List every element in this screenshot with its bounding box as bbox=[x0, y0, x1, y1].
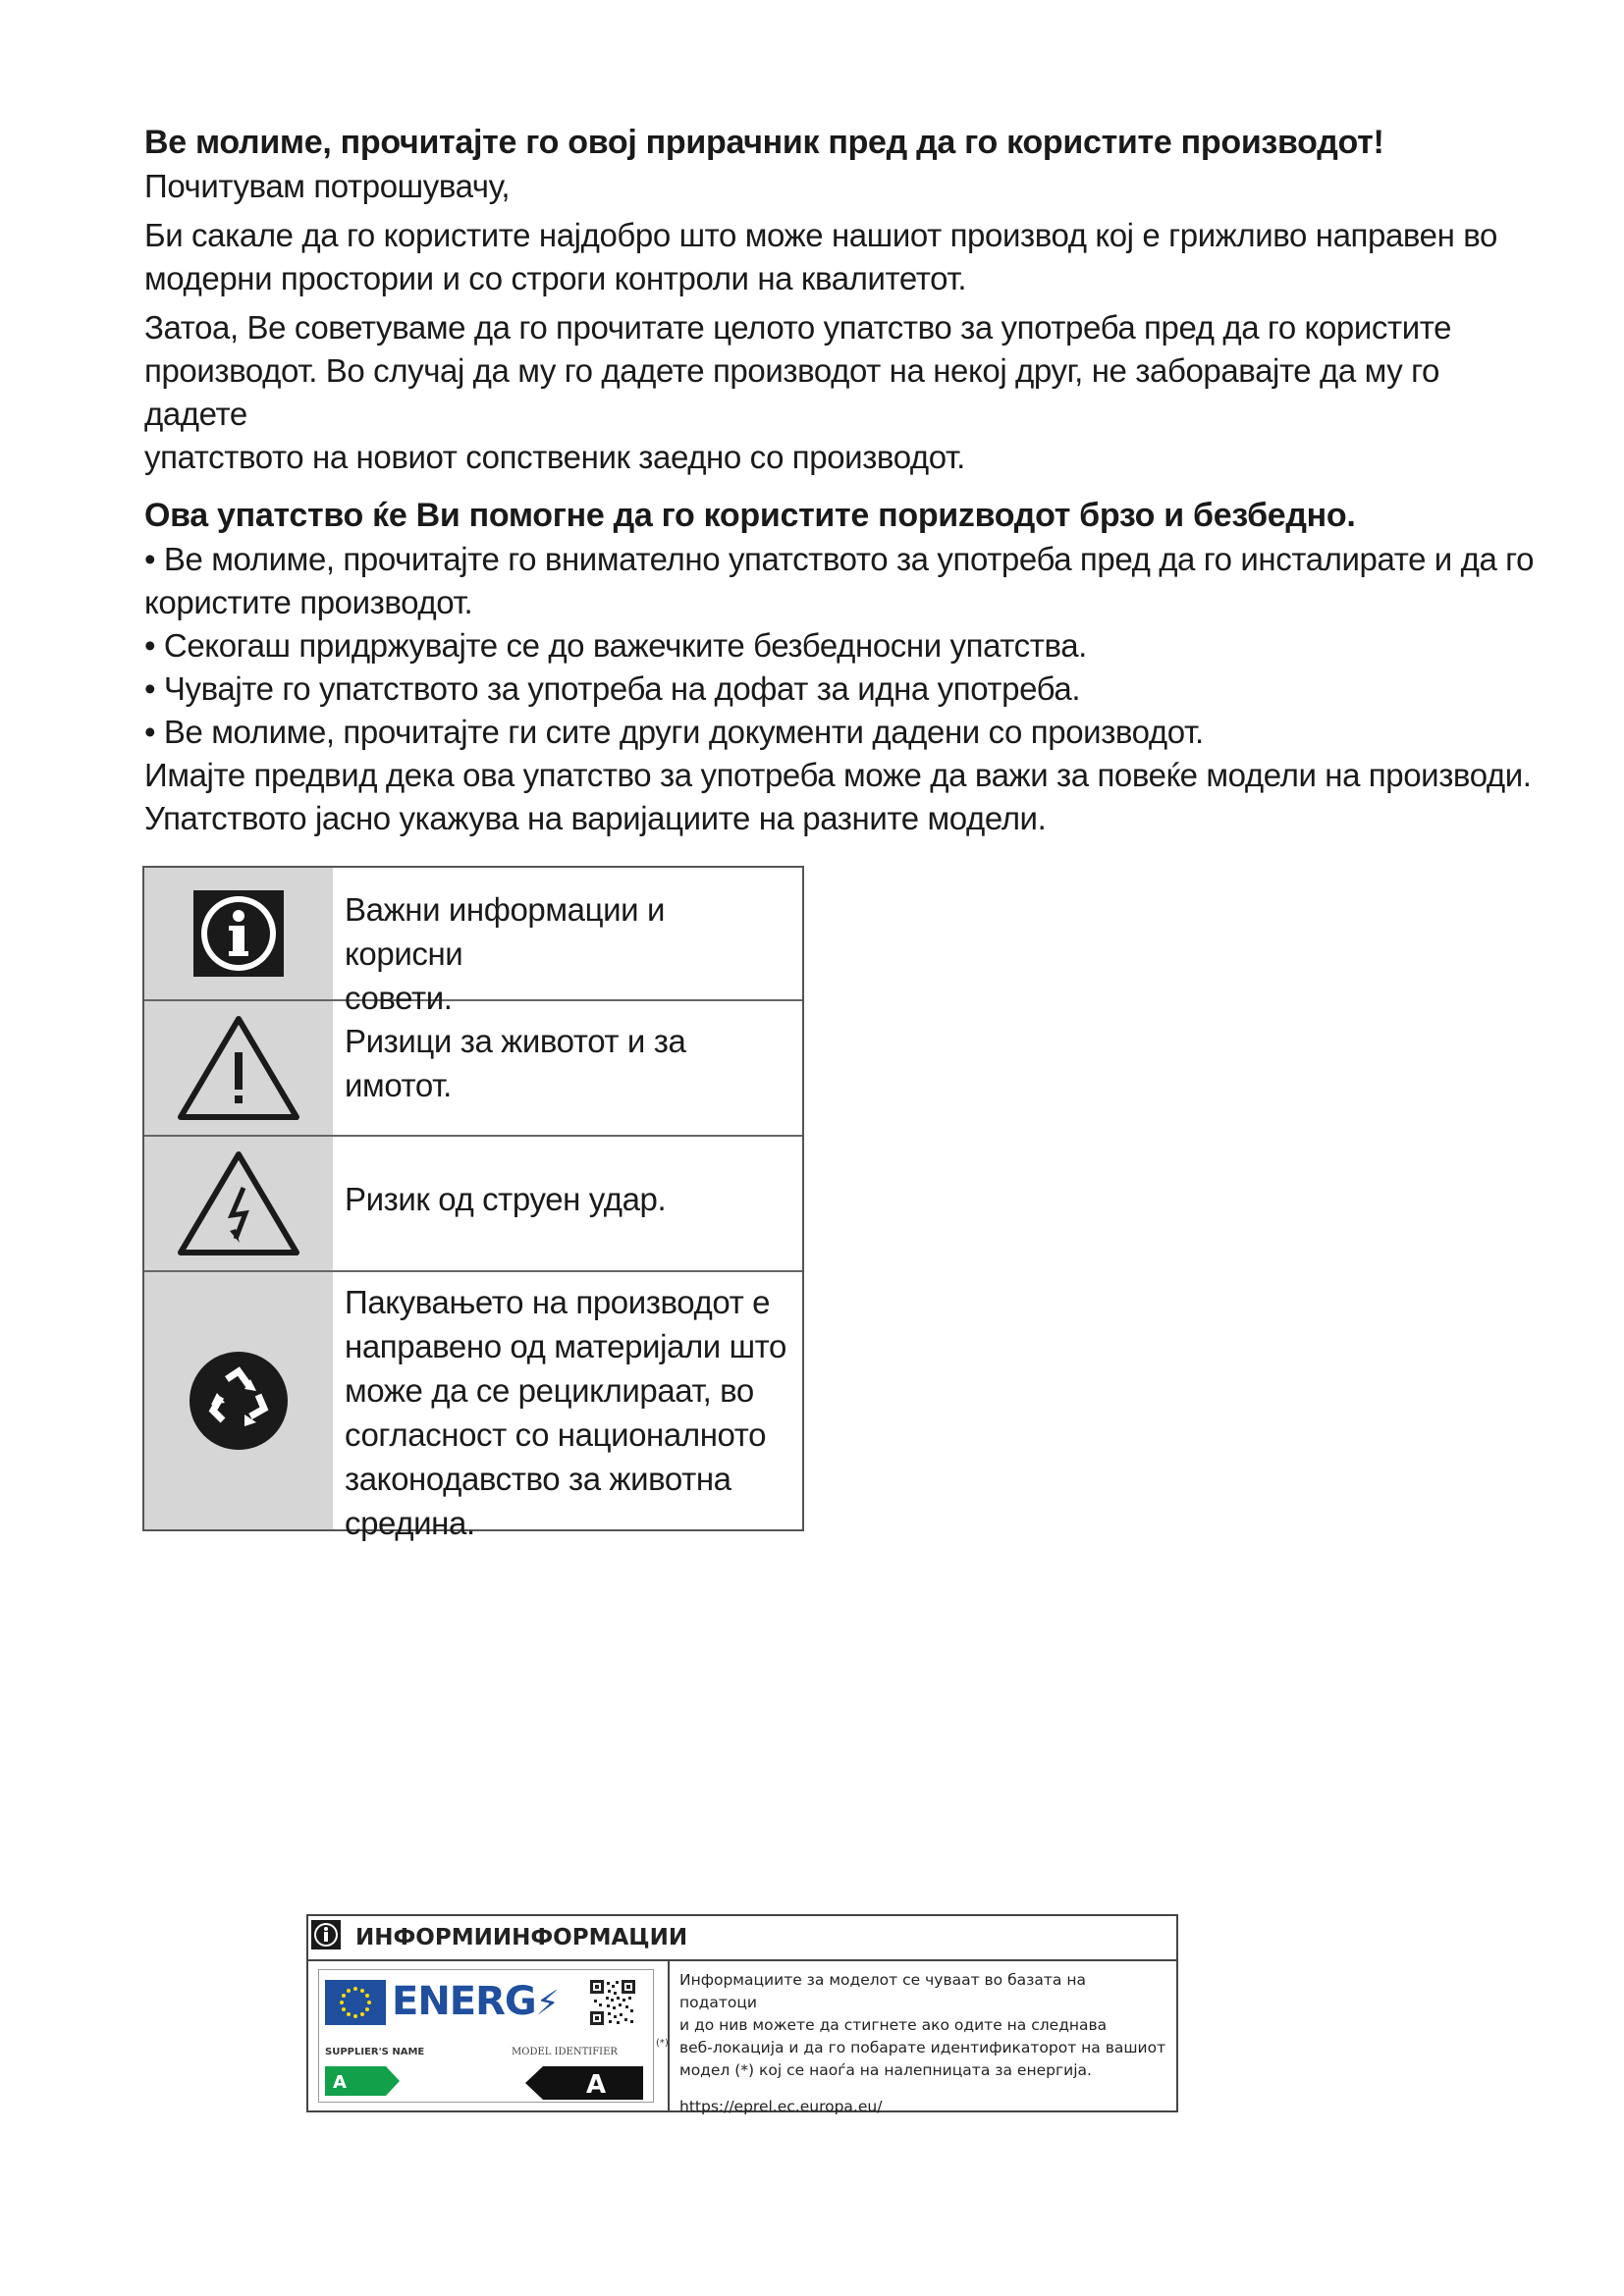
symbol-line: може да се рециклираат, во bbox=[345, 1372, 754, 1409]
energy-info-line: Информациите за моделот се чуваат во базата на податоци bbox=[679, 1971, 1086, 2011]
warning-icon bbox=[144, 1001, 333, 1135]
symbol-line: совети. bbox=[345, 980, 453, 1016]
symbol-text-electric bbox=[333, 1137, 802, 1270]
intro-para1-line2: модерни простории и со строги контроли на квалитетот. bbox=[144, 260, 967, 296]
info-icon bbox=[144, 868, 333, 999]
help-note-line1: Имајте предвид дека ова упатство за употреба може да важи за повеќе модели на производи. bbox=[144, 757, 1532, 793]
symbol-line: законодавство за животна bbox=[345, 1461, 731, 1497]
eu-flag-icon bbox=[325, 1980, 386, 2025]
symbol-line: Пакувањето на производот е bbox=[345, 1284, 771, 1320]
energy-info-box bbox=[306, 1914, 1178, 2115]
energy-info-line: веб-локација и да го побарате идентификаторот на вашиот bbox=[679, 2039, 1166, 2056]
info-icon bbox=[310, 1919, 342, 1956]
model-star-mark: (*) bbox=[656, 2038, 669, 2049]
energy-header bbox=[308, 1916, 1176, 1961]
energy-label bbox=[318, 1969, 654, 2103]
energy-class-arrow-right bbox=[525, 2066, 643, 2105]
bullet-item-cont: користите производот. bbox=[144, 584, 473, 620]
symbol-line: Ризици за животот и за имотот. bbox=[345, 1023, 686, 1103]
intro-para1-line1: Би сакале да го користите најдобро што може нашиот производ кој е грижливо направен во bbox=[144, 217, 1497, 253]
symbol-row-info bbox=[144, 868, 802, 1016]
bullet-item: • Ве молиме, прочитајте го внимателно упатството за употреба пред да го инсталирате и да го bbox=[144, 541, 1535, 577]
symbol-text-info bbox=[333, 868, 802, 1016]
symbol-line: направено од материјали што bbox=[345, 1328, 786, 1364]
symbols-table bbox=[142, 866, 804, 1541]
symbol-text-warning bbox=[333, 1001, 802, 1135]
bullet-item: • Ве молиме, прочитајте ги сите други документи дадени со производот. bbox=[144, 714, 1204, 750]
energ-text: ENERG bbox=[392, 1979, 536, 2024]
intro-para2-line3: упатството на новиот сопственик заедно со производот. bbox=[144, 439, 965, 475]
symbol-line: средина. bbox=[345, 1505, 475, 1541]
electric-shock-icon bbox=[144, 1137, 333, 1270]
symbol-line: согласност со националното bbox=[345, 1416, 767, 1453]
energy-label-word bbox=[392, 1976, 559, 2029]
intro-section bbox=[144, 120, 1519, 479]
energy-class-right: A bbox=[586, 2070, 607, 2100]
energy-title: ИНФОРМИИНФОРМАЦИИ bbox=[355, 1925, 688, 1950]
help-note-line2: Упатството јасно укажува на варијациите на разните модели. bbox=[144, 800, 1047, 836]
help-bullets bbox=[144, 538, 1539, 754]
help-section bbox=[144, 493, 1539, 840]
greeting: Почитувам потрошувачу, bbox=[144, 168, 511, 204]
energy-class-arrow-left bbox=[325, 2066, 402, 2101]
energy-class-left: A bbox=[333, 2072, 347, 2093]
symbol-text-recycle bbox=[333, 1272, 802, 1541]
symbol-row-electric bbox=[144, 1135, 802, 1270]
bullet-item: • Чувајте го упатството за употреба на дофат за идна употреба. bbox=[144, 670, 1081, 707]
recycle-icon bbox=[144, 1272, 333, 1529]
energy-label-area bbox=[308, 1961, 670, 2112]
energy-info-text bbox=[670, 1961, 1176, 2115]
intro-para2-line1: Затоа, Ве советуваме да го прочитате целото упатство за употреба пред да го користите bbox=[144, 309, 1452, 346]
symbol-line: Важни информации и корисни bbox=[345, 891, 665, 972]
energy-info-line: модел (*) кој се наоѓа на налепницата за енергија. bbox=[679, 2061, 1092, 2079]
symbol-line: Ризик од струен удар. bbox=[345, 1180, 667, 1217]
symbol-row-warning bbox=[144, 999, 802, 1135]
intro-para2-line2: производот. Во случај да му го дадете производот на некој друг, не заборавајте да му го дадете bbox=[144, 352, 1439, 432]
help-heading: Ова упатство ќе Ви помогне да го користите пориzводот брзо и безбедно. bbox=[144, 497, 1356, 534]
supplier-name-label: SUPPLIER'S NAME bbox=[325, 2047, 425, 2057]
symbol-row-recycle bbox=[144, 1270, 802, 1541]
model-identifier-label: MODEL IDENTIFIER bbox=[512, 2047, 618, 2057]
lightning-icon: ⚡ bbox=[535, 1984, 559, 2023]
qr-code-icon bbox=[590, 1980, 635, 2025]
eprel-url-link[interactable]: https://eprel.ec.europa.eu/ bbox=[679, 2098, 883, 2115]
intro-heading: Ве молиме, прочитајте го овој прирачник пред да го користите производот! bbox=[144, 124, 1384, 161]
energy-info-line: и до нив можете да стигнете ако одите на следнава bbox=[679, 2016, 1108, 2034]
bullet-item: • Секогаш придржувајте се до важечките безбедносни упатства. bbox=[144, 627, 1087, 664]
